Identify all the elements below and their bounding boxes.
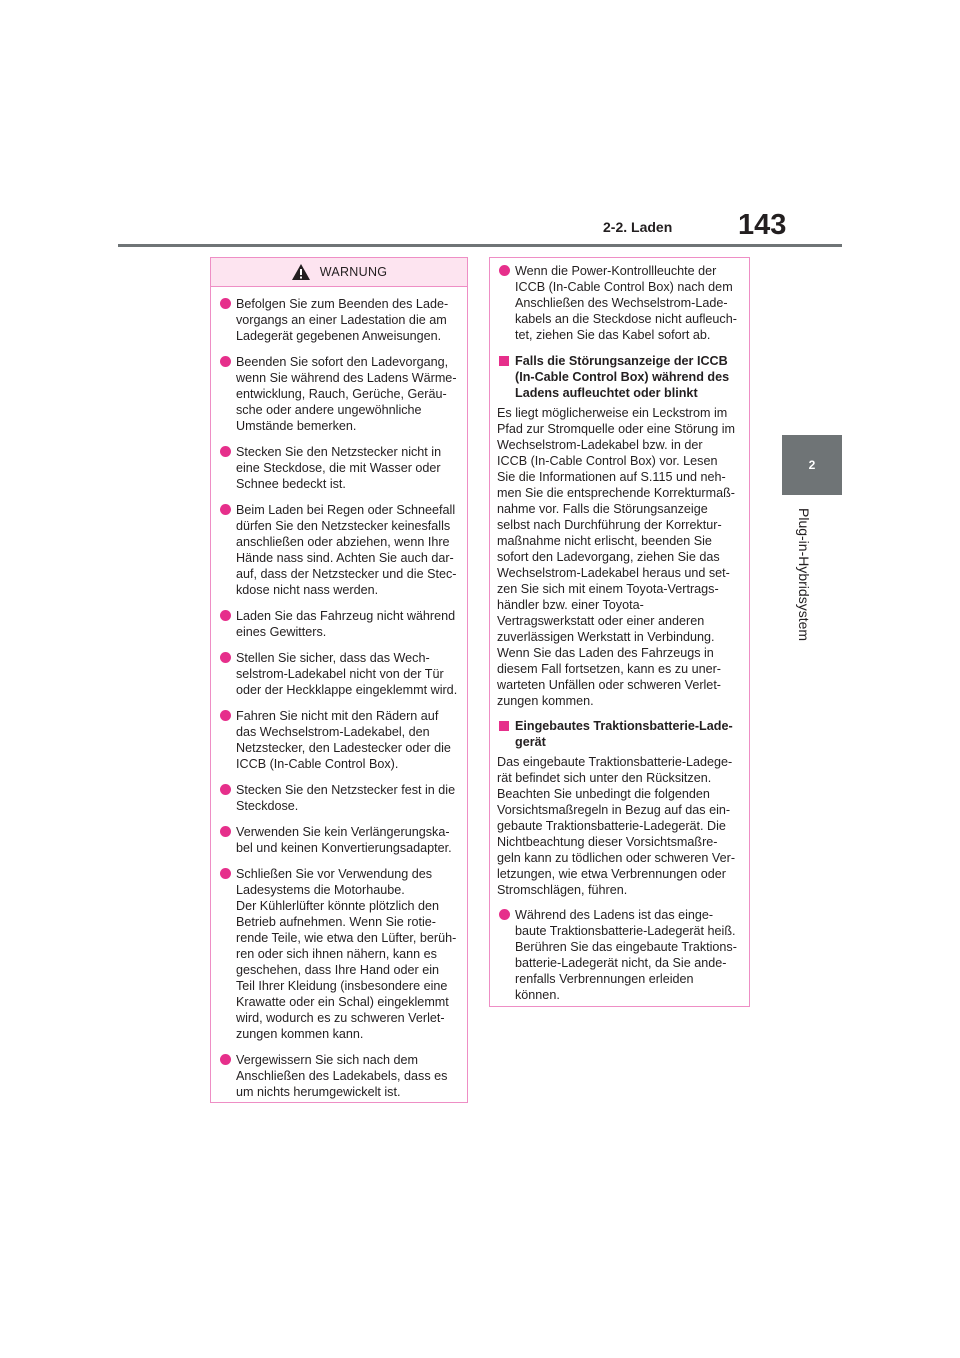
bullet-dot-icon	[220, 356, 231, 367]
warning-item-text: Beim Laden bei Regen oder Schneefall dürfen Sie den Netzstecker keinesfalls anschließen oder abziehen, wenn Ihre Hände nass sind. Achten Sie auch dar- auf, dass der Netzstecker und die Stec- kdose nicht nass werden.	[236, 503, 457, 597]
warning-title: WARNUNG	[319, 265, 388, 279]
bullet-dot-icon	[220, 610, 231, 621]
chapter-number: 2	[808, 458, 816, 472]
bullet-dot-icon	[220, 868, 231, 879]
warning-item	[218, 296, 459, 344]
bullet-text: Während des Ladens ist das einge- baute Traktionsbatterie-Ladegerät heiß. Berühren Sie das eingebaute Traktions- batterie-Ladegerät nicht, da Sie ande- renfalls Verbrennungen erleiden können.	[515, 908, 737, 1002]
warning-list	[211, 287, 467, 1100]
warning-item	[218, 866, 459, 1042]
bullet-text: Wenn die Power-Kontrollleuchte der ICCB (In-Cable Control Box) nach dem Anschließen des Wechselstrom-Lade- kabels an die Steckdose nicht aufleuch- tet, ziehen Sie das Kabel sofort ab.	[515, 264, 737, 342]
warning-item	[218, 502, 459, 598]
bullet-dot-icon	[220, 446, 231, 457]
warning-item	[218, 608, 459, 640]
warning-item-text: Vergewissern Sie sich nach dem Anschließen des Ladekabels, dass es um nichts herumgewickelt ist.	[236, 1053, 448, 1099]
section-label: 2-2. Laden	[603, 219, 673, 235]
warning-item-text: Laden Sie das Fahrzeug nicht während eines Gewitters.	[236, 609, 456, 639]
bullet-dot-icon	[220, 710, 231, 721]
info-box	[489, 257, 750, 1007]
sub-heading-charger	[497, 718, 741, 750]
sub-heading-fault-indicator	[497, 353, 741, 401]
warning-item	[218, 650, 459, 698]
warning-item-text: Stellen Sie sicher, dass das Wech- selstrom-Ladekabel nicht von der Tür oder der Heckklappe eingeklemmt wird.	[236, 651, 458, 697]
warning-item-text: Verwenden Sie kein Verlängerungska- bel und keinen Konvertierungsadapter.	[236, 825, 452, 855]
warning-item	[218, 354, 459, 434]
chapter-title: Plug-in-Hybridsystem	[796, 508, 812, 642]
bullet-dot-icon	[220, 826, 231, 837]
warning-item-text: Befolgen Sie zum Beenden des Lade- vorgangs an einer Ladestation die am Ladegerät gegebenen Anweisungen.	[236, 297, 449, 343]
warning-item	[218, 782, 459, 814]
bullet-dot-icon	[499, 265, 510, 276]
warning-item-text: Stecken Sie den Netzstecker fest in die Steckdose.	[236, 783, 456, 813]
bullet-dot-icon	[220, 784, 231, 795]
warning-item	[218, 708, 459, 772]
warning-item	[218, 824, 459, 856]
page-number: 143	[738, 209, 787, 241]
warning-item-text: Stecken Sie den Netzstecker nicht in eine Steckdose, die mit Wasser oder Schnee bedeckt ist.	[236, 445, 442, 491]
paragraph-charger: Das eingebaute Traktionsbatterie-Ladege- rät befindet sich unter den Rücksitzen. Beachten Sie unbedingt die folgenden Vorsichtsmaßregeln in Bezug auf das ein- gebaute Traktionsbatterie-Ladegerät. Die Nichtbeachtung dieser Vorsichtsmaßre- geln kann zu tödlichen oder schweren Ver- letzungen, wie etwa Verbrennungen oder Stromschlägen, führen.	[497, 755, 736, 897]
sub-heading-text: Falls die Störungsanzeige der ICCB (In-Cable Control Box) während des Ladens aufleuchtet oder blinkt	[515, 354, 730, 400]
warning-triangle-icon	[291, 263, 311, 281]
bullet-charger-hot	[497, 907, 741, 1003]
bullet-dot-icon	[220, 504, 231, 515]
warning-item	[218, 444, 459, 492]
bullet-dot-icon	[220, 1054, 231, 1065]
sub-heading-text: Eingebautes Traktionsbatterie-Lade- gerät	[515, 719, 733, 749]
warning-box	[210, 257, 468, 1103]
warning-item-text: Fahren Sie nicht mit den Rädern auf das Wechselstrom-Ladekabel, den Netzstecker, den Ladestecker oder die ICCB (In-Cable Control Box).	[236, 709, 451, 771]
bullet-dot-icon	[220, 298, 231, 309]
bullet-dot-icon	[220, 652, 231, 663]
bullet-power-lamp	[497, 263, 741, 343]
square-bullet-icon	[499, 356, 509, 366]
square-bullet-icon	[499, 721, 509, 731]
paragraph-leakage: Es liegt möglicherweise ein Leckstrom im Pfad zur Stromquelle oder eine Störung im Wechselstrom-Ladekabel bzw. in der ICCB (In-Cable Control Box) vor. Lesen Sie die Informationen auf S.115 und neh- men Sie die entsprechende Korrekturmaß- nahme vor. Falls die Störungsanzeige selbst nach Durchführung der Korrektur- maßnahme nicht erlischt, beenden Sie sofort den Ladevorgang, ziehen Sie das Wechselstrom-Ladekabel heraus und set- zen Sie sich mit einem Toyota-Vertrags- händler bzw. einer Toyota- Vertragswerkstatt oder einer anderen zuverlässigen Werkstatt in Verbindung. Wenn Sie das Laden des Fahrzeugs in diesem Fall fortsetzen, kann es zu uner- warteten Unfällen oder schweren Verlet- zungen kommen.	[497, 406, 736, 708]
header-rule	[118, 244, 842, 247]
warning-item	[218, 1052, 459, 1100]
warning-item-text: Beenden Sie sofort den Ladevorgang, wenn Sie während des Ladens Wärme- entwicklung, Rauch, Gerüche, Geräu- sche oder andere ungewöhnliche Umstände bemerken.	[236, 355, 457, 433]
warning-header	[211, 258, 467, 287]
chapter-tab	[782, 435, 842, 495]
bullet-dot-icon	[499, 909, 510, 920]
warning-item-text: Schließen Sie vor Verwendung des Ladesystems die Motorhaube. Der Kühlerlüfter könnte plötzlich den Betrieb aufnehmen. Wenn Sie rotie- rende Teile, wie etwa den Lüfter, berüh- ren oder sich ihnen nähern, kann es geschehen, dass Ihre Hand oder ein Teil Ihrer Kleidung (insbesondere eine Krawatte oder ein Schal) eingeklemmt wird, wodurch es zu schweren Verlet- zungen kommen kann.	[236, 867, 457, 1041]
